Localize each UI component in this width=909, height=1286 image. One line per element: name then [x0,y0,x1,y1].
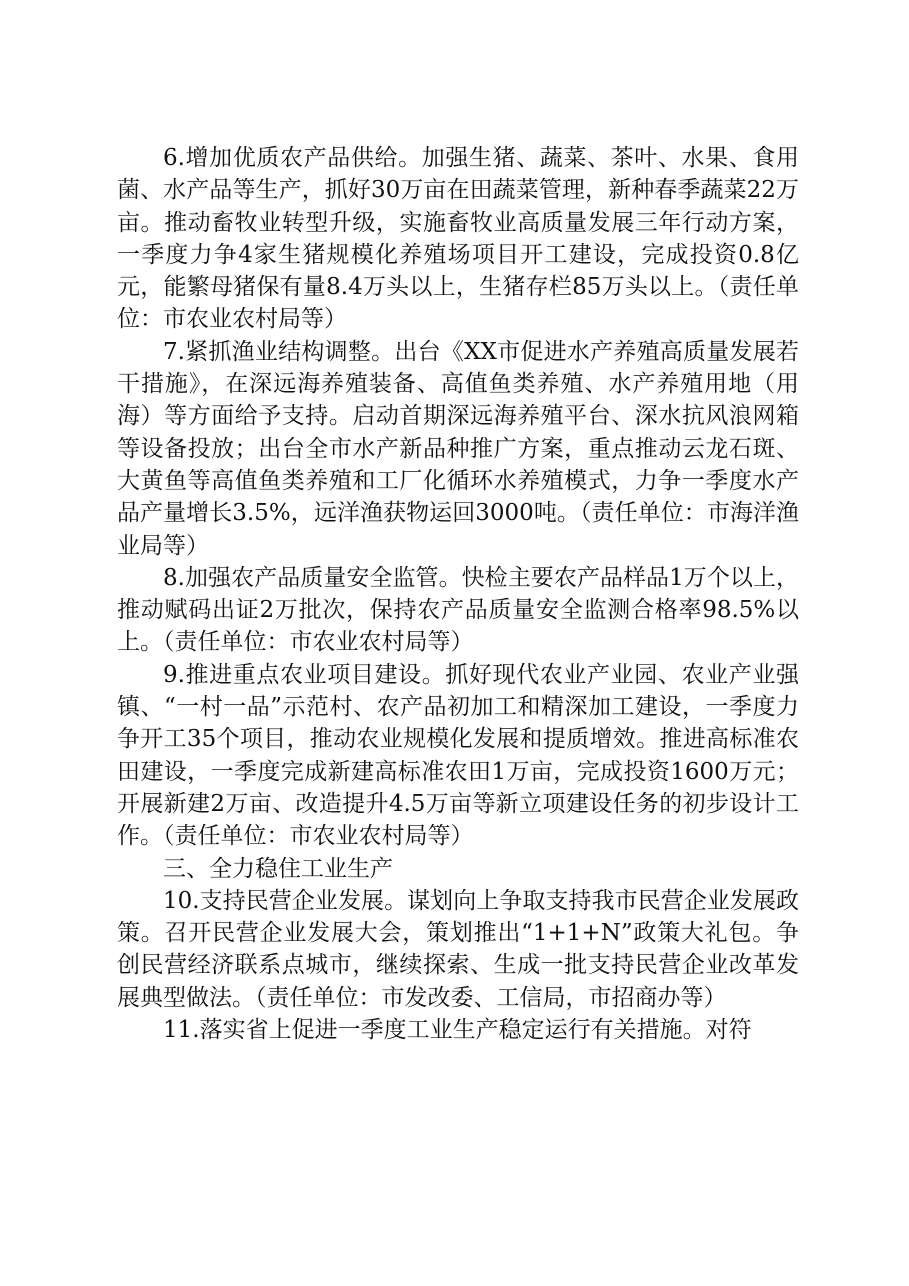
paragraph-item-10: 10.支持民营企业发展。谋划向上争取支持我市民营企业发展政策。召开民营企业发展大会，策划推出“1+1+N”政策大礼包。争创民营经济联系点城市，继续探索、生成一批支持民营企业改革发展典型做法。（责任单位：市发改委、工信局，市招商办等） [117,887,799,1011]
document-body [117,142,799,1046]
section-heading: 三、全力稳住工业生产 [163,855,393,882]
paragraph-item-7: 7.紧抓渔业结构调整。出台《XX市促进水产养殖高质量发展若干措施》，在深远海养殖装备、高值鱼类养殖、水产养殖用地（用海）等方面给予支持。启动首期深远海养殖平台、深水抗风浪网箱等设备投放；出台全市水产新品种推广方案，重点推动云龙石斑、大黄鱼等高值鱼类养殖和工厂化循环水养殖模式，力争一季度水产品产量增长3.5%，远洋渔获物运回3000吨。（责任单位：市海洋渔业局等） [117,338,799,559]
paragraph-item-8: 8.加强农产品质量安全监管。快检主要农产品样品1万个以上，推动赋码出证2万批次，保持农产品质量安全监测合格率98.5%以上。（责任单位：市农业农村局等） [117,564,799,656]
paragraph-item-11: 11.落实省上促进一季度工业生产稳定运行有关措施。对符 [163,1017,752,1044]
paragraph-item-6: 6.增加优质农产品供给。加强生猪、蔬菜、茶叶、水果、食用菌、水产品等生产，抓好30万亩在田蔬菜管理，新种春季蔬菜22万亩。推动畜牧业转型升级，实施畜牧业高质量发展三年行动方案，一季度力争4家生猪规模化养殖场项目开工建设，完成投资0.8亿元，能繁母猪保有量8.4万头以上，生猪存栏85万头以上。（责任单位：市农业农村局等） [117,145,799,333]
paragraph-item-9: 9.推进重点农业项目建设。抓好现代农业产业园、农业产业强镇、“一村一品”示范村、农产品初加工和精深加工建设，一季度力争开工35个项目，推动农业规模化发展和提质增效。推进高标准农田建设，一季度完成新建高标准农田1万亩，完成投资1600万元；开展新建2万亩、改造提升4.5万亩等新立项建设任务的初步设计工作。（责任单位：市农业农村局等） [117,661,799,850]
